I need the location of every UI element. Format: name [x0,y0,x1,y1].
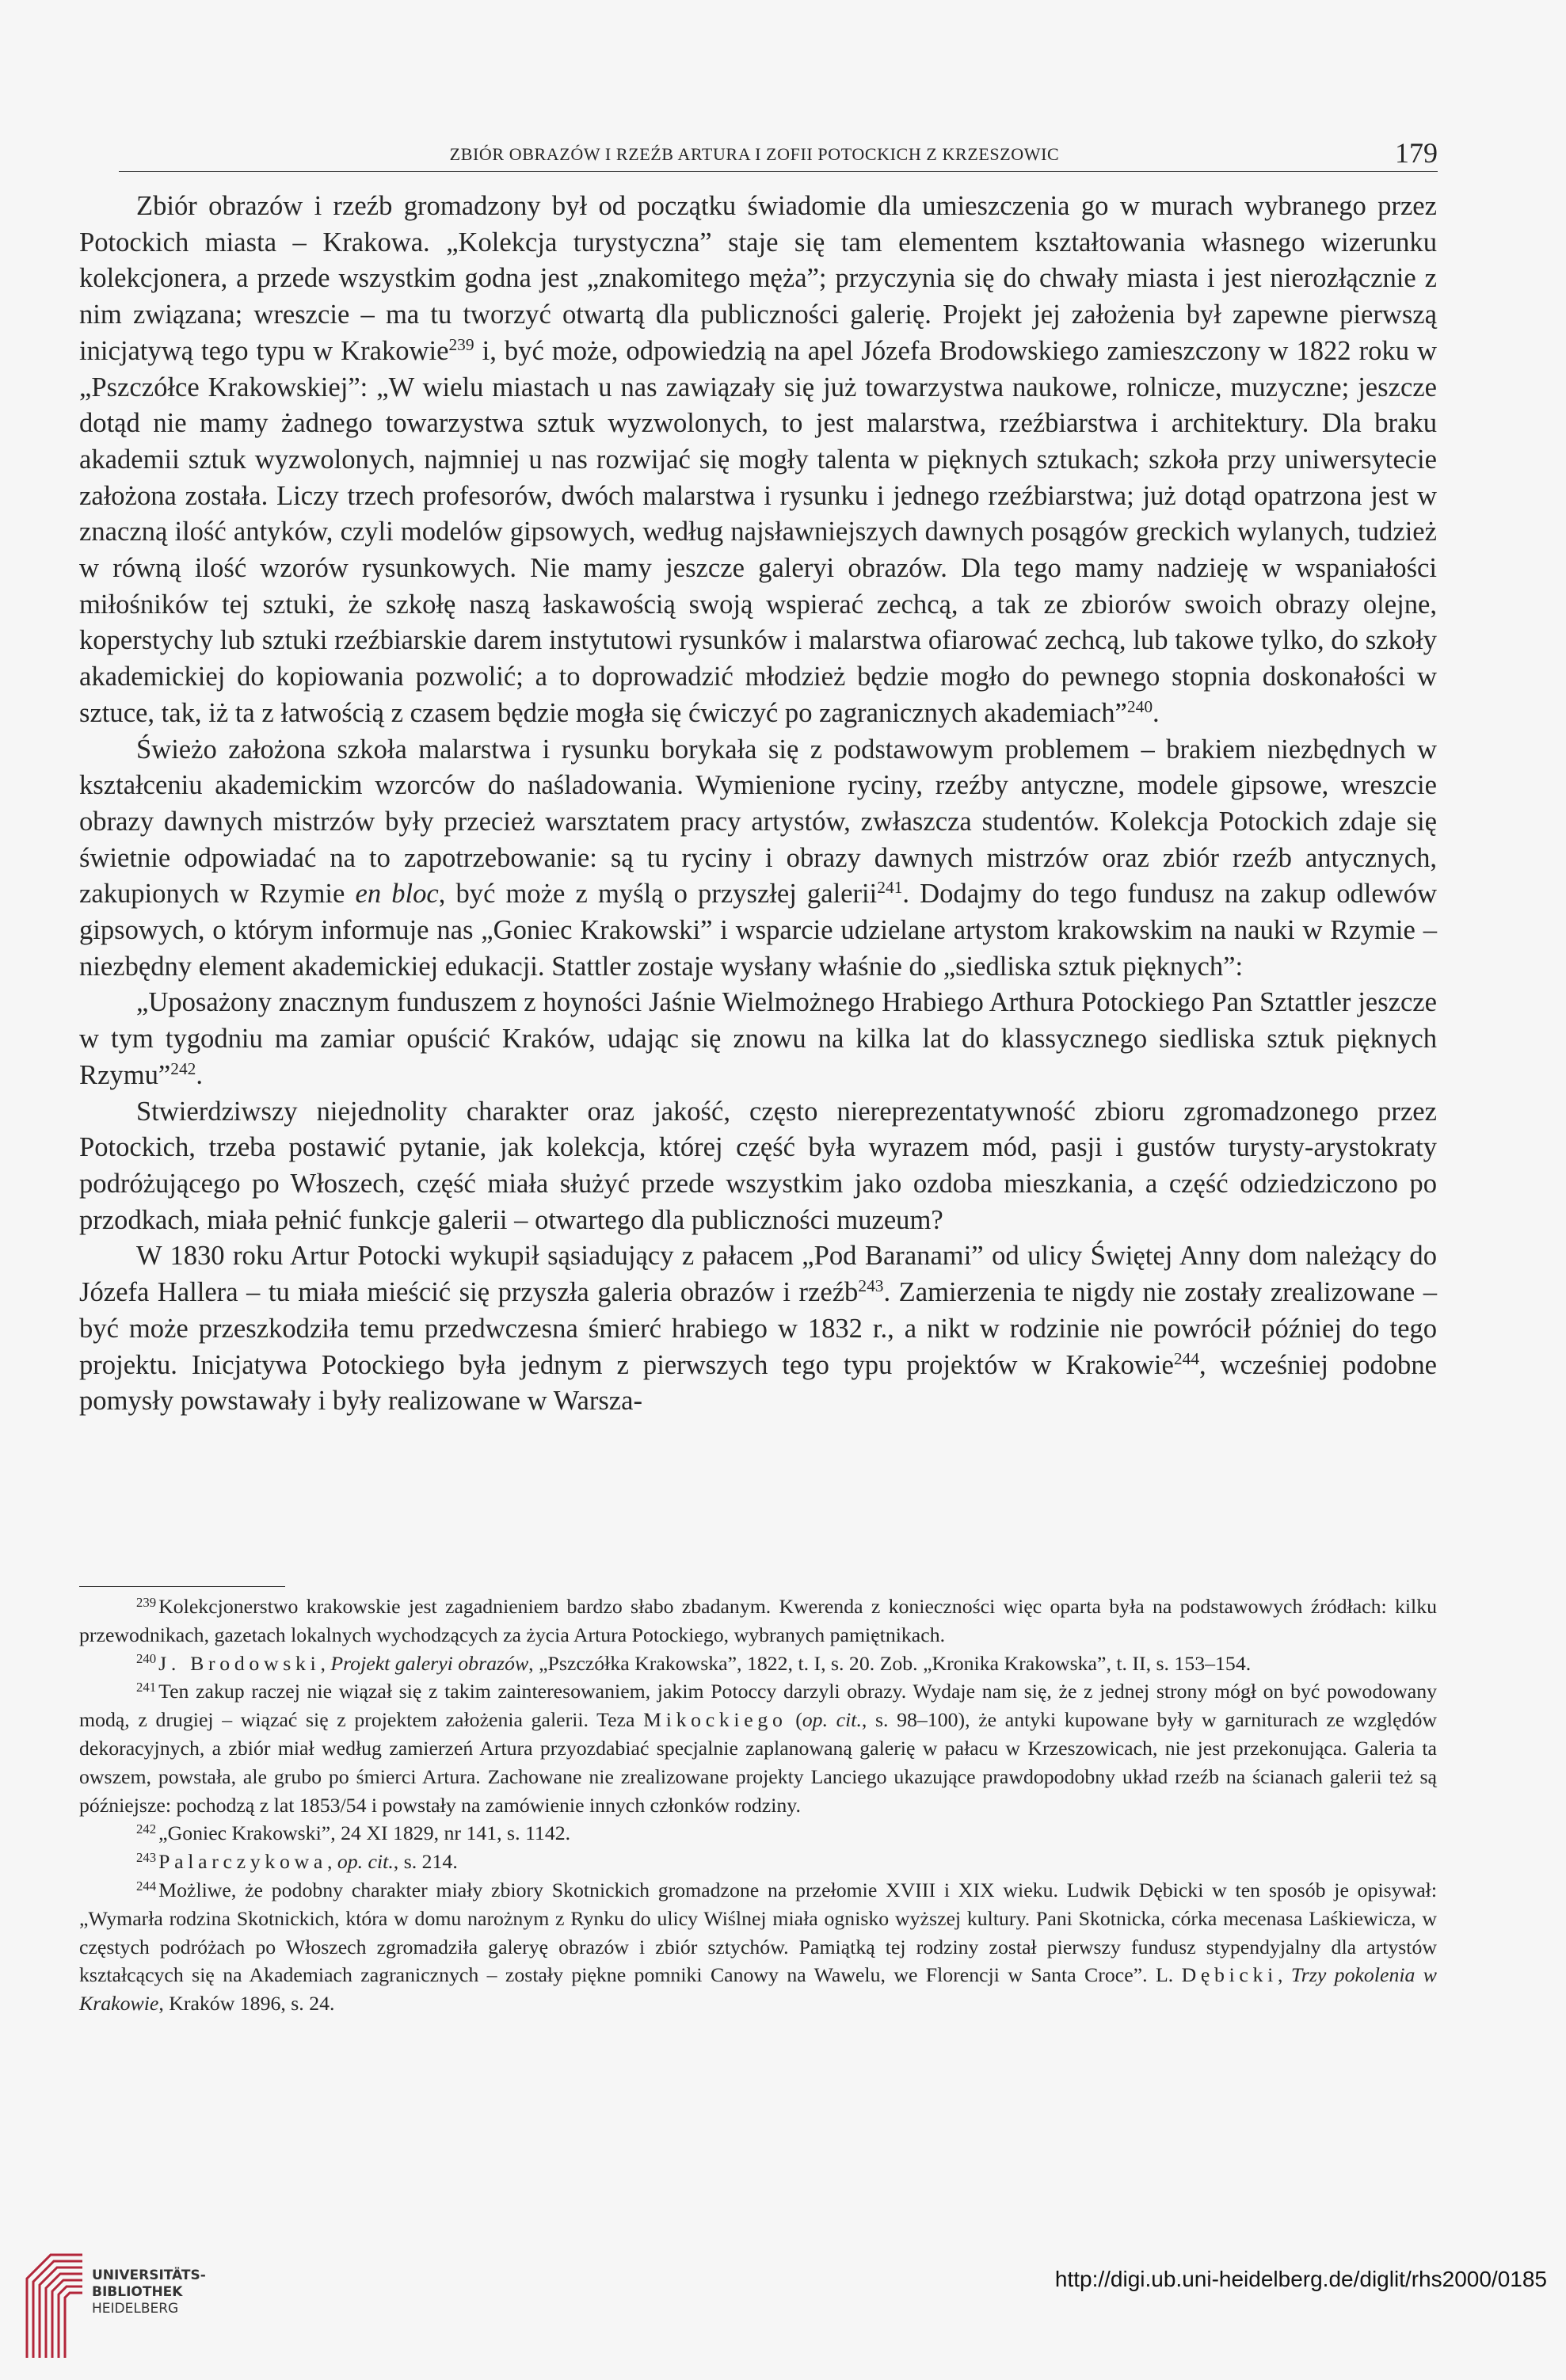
text-run: i, być może, odpowiedzią na apel Józefa Brodowskiego zamieszczony w 1822 roku w „Pszczółce Krakowskiej”: „W wielu miastach u nas zawiązały się już towarzystwa naukowe, rolnicze, muzyczne; jeszcze dotąd nie mamy żadnego towarzystwa sztuk wyzwolonych, to jest malarstwa, rzeźbiarstwa i architektury. Dla braku akademii sztuk wyzwolonych, najmniej u nas rozwijać się mogły talenta w pięknych sztukach; szkoła przy uniwersytecie założona została. Liczy trzech profesorów, dwóch malarstwa i rysunku i jednego rzeźbiarstwa; już dotąd opatrzona jest w znaczną ilość antyków, czyli modelów gipsowych, według najsławniejszych dawnych posągów greckich wylanych, tudzież w równą ilość wzorów rysunkowych. Nie mamy jeszcze galeryi obrazów. Dla tego mamy nadzieję w wspaniałości miłośników tej sztuki, że szkołę naszą łaskawością swoją wspierać zechcą, a tak ze zbiorów swoich obrazy olejne, koperstychy lub sztuki rzeźbiarskie darem instytutowi rysunków i malarstwa ofiarować zechcą, lub takowe tylko, do szkoły akademickiej do kopiowania pozwolić; a to doprowadzić młodzież będzie mogło do pewnego stopnia doskonałości w sztuce, tak, iż ta z łatwością z czasem będzie mogła się ćwiczyć po zagranicznych akademiach” [79,335,1437,728]
footnote-ref: 244 [1173,1348,1199,1368]
digitization-footer [0,2218,1566,2380]
paragraph [79,732,1437,986]
main-text [79,189,1437,1420]
source-url-link[interactable]: http://digi.ub.uni-heidelberg.de/diglit/rhs2000/0185 [1054,2267,1547,2291]
footnote-number: 240 [136,1651,157,1667]
footnote-ref: 241 [877,878,903,898]
text-run: , być może z myślą o przyszłej galerii [438,879,878,910]
footnote-number: 243 [136,1849,157,1865]
footnotes [79,1592,1437,2018]
footnote-text: ( [787,1708,802,1732]
italic-title: op. cit. [337,1850,394,1874]
footnote-ref: 242 [170,1059,196,1079]
footnote-text: , [326,1850,337,1874]
running-title: ZBIÓR OBRAZÓW I RZEŹB ARTURA I ZOFII POTOCKICH Z KRZESZOWIC [449,144,1060,164]
footnote-text: , [1277,1963,1291,1987]
text-run: . [1153,697,1160,728]
footnote-ref: 240 [1126,697,1153,717]
italic-title: Trzy pokolenia w Krakowie [79,1963,1438,2016]
text-run: Zbiór obrazów i rzeźb gromadzony był od początku świadomie dla umieszczenia go w murach wybranego przez Potockich miasta – Krakowa. „Kolekcja turystyczna” staje się tam elementem kształtowania własnego wizerunku kolekcjonera, a przede wszystkim godna jest „znakomitego męża”; przyczynia się do chwały miasta i jest nierozłącznie z nim związana; wreszcie – ma tu tworzyć otwartą dla publiczności galerię. Projekt jej założenia był zapewne pierwszą inicjatywą tego typu w Krakowie [79,191,1437,366]
text-run: Stwierdziwszy niejednolity charakter oraz jakość, często niereprezentatywność zbioru zgromadzonego przez Potockich, trzeba postawić pytanie, jak kolekcja, której część była wyrazem mód, pasji i gustów turysty-arystokraty podróżującego po Włoszech, część miała służyć przede wszystkim jako ozdoba mieszkania, a część odziedziczono po przodkach, miała pełnić funkcje galerii – otwartego dla publiczności muzeum? [79,1096,1437,1235]
footnote-ref: 243 [858,1276,884,1296]
text-run: . Dodajmy do tego fundusz na zakup odlewów gipsowych, o którym informuje nas „Goniec Krakowski” i wsparcie udzielane artystom krakowskim na nauki w Rzymie – niezbędny element akademickiej edukacji. Stattler zostaje wysłany właśnie do „siedliska sztuk pięknych”: [79,879,1437,982]
footnote-text: „Goniec Krakowski”, 24 XI 1829, nr 141, s. 1142. [158,1821,571,1845]
italic-term: en bloc [355,879,439,910]
author-name: Dębicki [1181,1963,1278,1987]
footnote-text: Możliwe, że podobny charakter miały zbiory Skotnickich gromadzone na przełomie XVIII i XIX wieku. Ludwik Dębicki w ten sposób je opisywał: „Wymarła rodzina Skotnickich, która w domu narożnym z Rynku do ulicy Wiślnej miała ognisko wyższej kultury. Pani Skotnicka, córka mecenasa Laśkiewicza, w częstych podróżach po Włoszech zgromadziła galeryę obrazów i zbiór sztychów. Pamiątką tej rodziny został pierwszy fundusz stypendyjalny dla artystów kształcących się na Akademiach zagranicznych – zostały piękne pomniki Canowy na Wawelu, we Florencji w Santa Croce”. L. [79,1878,1437,1987]
footnote-text: , s. 98–100), że antyki kupowane były w garniturach ze względów dekoracyjnych, a zbiór miał według zamierzeń Artura przyozdabiać specjalnie zaplanowaną galerię w pałacu w Krzeszowicach, nie jest przekonująca. Galeria ta owszem, powstała, ale grubo po śmierci Artura. Zachowane nie zrealizowane projekty Lanciego ukazujące prawdopodobny układ rzeźb na ścianach galerii też są późniejsze: pochodzą z lat 1853/54 i powstały na zamówienie innych członków rodziny. [79,1708,1437,1817]
footnote [79,1592,1437,1650]
footnote-divider [79,1586,285,1587]
text-run: . Zamierzenia te nigdy nie zostały zrealizowane – być może przeszkodziła temu przedwczesna śmierć hrabiego w 1832 r., a nikt w rodzinie nie powrócił później do tego projektu. Inicjatywa Potockiego była jednym z pierwszych tego typu projektów w Krakowie [79,1277,1437,1380]
footnote-text: , s. 214. [393,1850,458,1874]
footnote [79,1848,1437,1876]
library-name-line: UNIVERSITÄTS- [92,2267,206,2283]
footnote-text: , Kraków 1896, s. 24. [158,1992,335,2016]
library-name-line: HEIDELBERG [92,2301,179,2317]
footnote-text: Ten zakup raczej nie wiązał się z takim zainteresowaniem, jakim Potoccy darzyli obrazy. Wydaje nam się, że z jednej strony mógł on być powodowany modą, z drugiej – wiązać się z projektem założenia galerii. Teza [79,1680,1437,1732]
footnote-number: 239 [136,1594,157,1610]
footnote-number: 244 [136,1878,157,1894]
page-number: 179 [1395,137,1438,169]
paragraph [79,1238,1437,1420]
author-name: Mikockiego [643,1708,787,1732]
footnote-ref: 239 [448,335,474,355]
footnote [79,1677,1437,1819]
text-run: „Uposażony znacznym funduszem z hoyności Jaśnie Wielmożnego Hrabiego Arthura Potockiego Pan Sztattler jeszcze w tym tygodniu ma zamiar opuścić Kraków, udając się znowu na kilka lat do klassycznego siedliska sztuk pięknych Rzymu” [79,987,1437,1090]
library-name [92,2267,206,2317]
text-run: W 1830 roku Artur Potocki wykupił sąsiadujący z pałacem „Pod Baranami” od ulicy Świętej Anny dom należący do Józefa Hallera – tu miała mieścić się przyszła galeria obrazów i rzeźb [79,1241,1437,1308]
footnote-number: 241 [136,1680,157,1695]
text-run: , wcześniej podobne pomysły powstawały i były realizowane w Warsza- [79,1349,1437,1417]
footnote [79,1876,1437,2018]
footnote-number: 242 [136,1821,157,1836]
footnote [79,1819,1437,1848]
library-name-line: BIBLIOTHEK [92,2284,183,2300]
italic-title: op. cit. [802,1708,862,1732]
author-name: Palarczykowa [158,1850,327,1874]
page-header [119,139,1438,172]
footnote [79,1650,1437,1678]
footnote-text: Kolekcjonerstwo krakowskie jest zagadnieniem bardzo słabo zbadanym. Kwerenda z konieczności więc oparta była na podstawowych źródłach: kilku przewodnikach, gazetach lokalnych wychodzących za życia Artura Potockiego, wybranych pamiętnikach. [79,1595,1437,1646]
italic-title: Projekt galeryi obrazów [330,1651,529,1675]
paragraph [79,189,1437,732]
footnote-text: , „Pszczółka Krakowska”, 1822, t. I, s. 20. Zob. „Kronika Krakowska”, t. II, s. 153–154. [528,1651,1252,1675]
footnote-text: , [320,1651,331,1675]
text-run: Świeżo założona szkoła malarstwa i rysunku borykała się z podstawowym problemem – brakiem niezbędnych w kształceniu akademickim wzorców do naśladowania. Wymienione ryciny, rzeźby antyczne, modele gipsowe, wreszcie obrazy dawnych mistrzów były przecież warsztatem pracy artystów, zwłaszcza studentów. Kolekcja Potockich zdaje się świetnie odpowiadać na to zapotrzebowanie: są tu ryciny i obrazy dawnych mistrzów oraz zbiór rzeźb antycznych, zakupionych w Rzymie [79,734,1437,910]
block-quote [79,985,1437,1093]
author-name: J. Brodowski [158,1651,321,1675]
text-run: . [196,1059,204,1090]
paragraph [79,1094,1437,1239]
